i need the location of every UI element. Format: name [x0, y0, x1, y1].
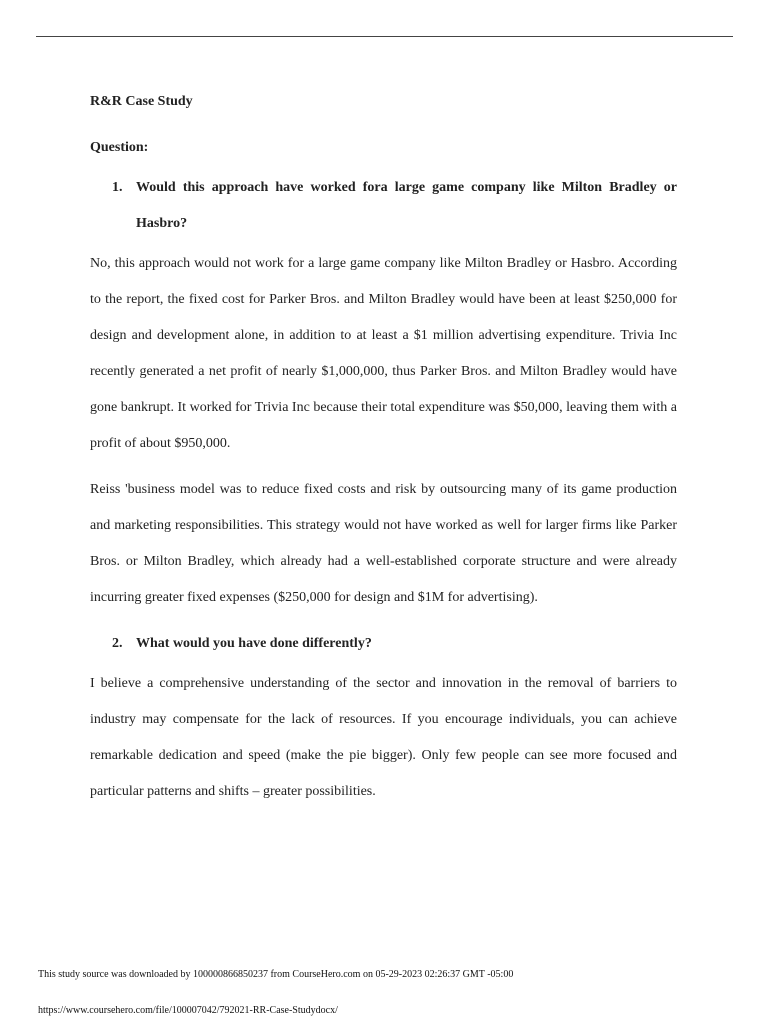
answer-1-paragraph-2: Reiss 'business model was to reduce fixed costs and risk by outsourcing many of its game production and marketing responsibilities. This strategy would not have worked as well for larger firms like Parker Bros. or Milton Bradley, which already had a well-established corporate structure and were already incurring greater fixed expenses ($250,000 for design and $1M for advertising). [90, 482, 677, 605]
source-url-link[interactable]: https://www.coursehero.com/file/100007042/792021-RR-Case-Studydocx/ [38, 1005, 338, 1016]
question-1-number: 1. [112, 180, 123, 195]
answer-1-paragraph-1: No, this approach would not work for a large game company like Milton Bradley or Hasbro. According to the report, the fixed cost for Parker Bros. and Milton Bradley would have been at least $250,000 for design and development alone, in addition to at least a $1 million advertising expenditure. Trivia Inc recently generated a net profit of nearly $1,000,000, thus Parker Bros. and Milton Bradley would have gone bankrupt. It worked for Trivia Inc because their total expenditure was $50,000, leaving them with a profit of about $950,000. [90, 256, 677, 451]
header-divider [36, 36, 733, 37]
question-2-text: What would you have done differently? [136, 636, 372, 651]
question-label: Question: [90, 140, 149, 155]
question-1 [90, 170, 677, 242]
answer-2-paragraph-1: I believe a comprehensive understanding of the sector and innovation in the removal of barriers to industry may compensate for the lack of resources. If you encourage individuals, you can achieve remarkable dedication and speed (make the pie bigger). Only few people can see more focused and particular patterns and shifts – greater possibilities. [90, 676, 677, 799]
question-1-text: Would this approach have worked fora large game company like Milton Bradley or Hasbro? [136, 180, 677, 231]
document-body [90, 90, 677, 810]
question-2-number: 2. [112, 636, 123, 651]
document-title: R&R Case Study [90, 94, 193, 109]
question-2 [90, 626, 677, 662]
download-notice: This study source was downloaded by 100000866850237 from CourseHero.com on 05-29-2023 02:26:37 GMT -05:00 [38, 969, 514, 980]
